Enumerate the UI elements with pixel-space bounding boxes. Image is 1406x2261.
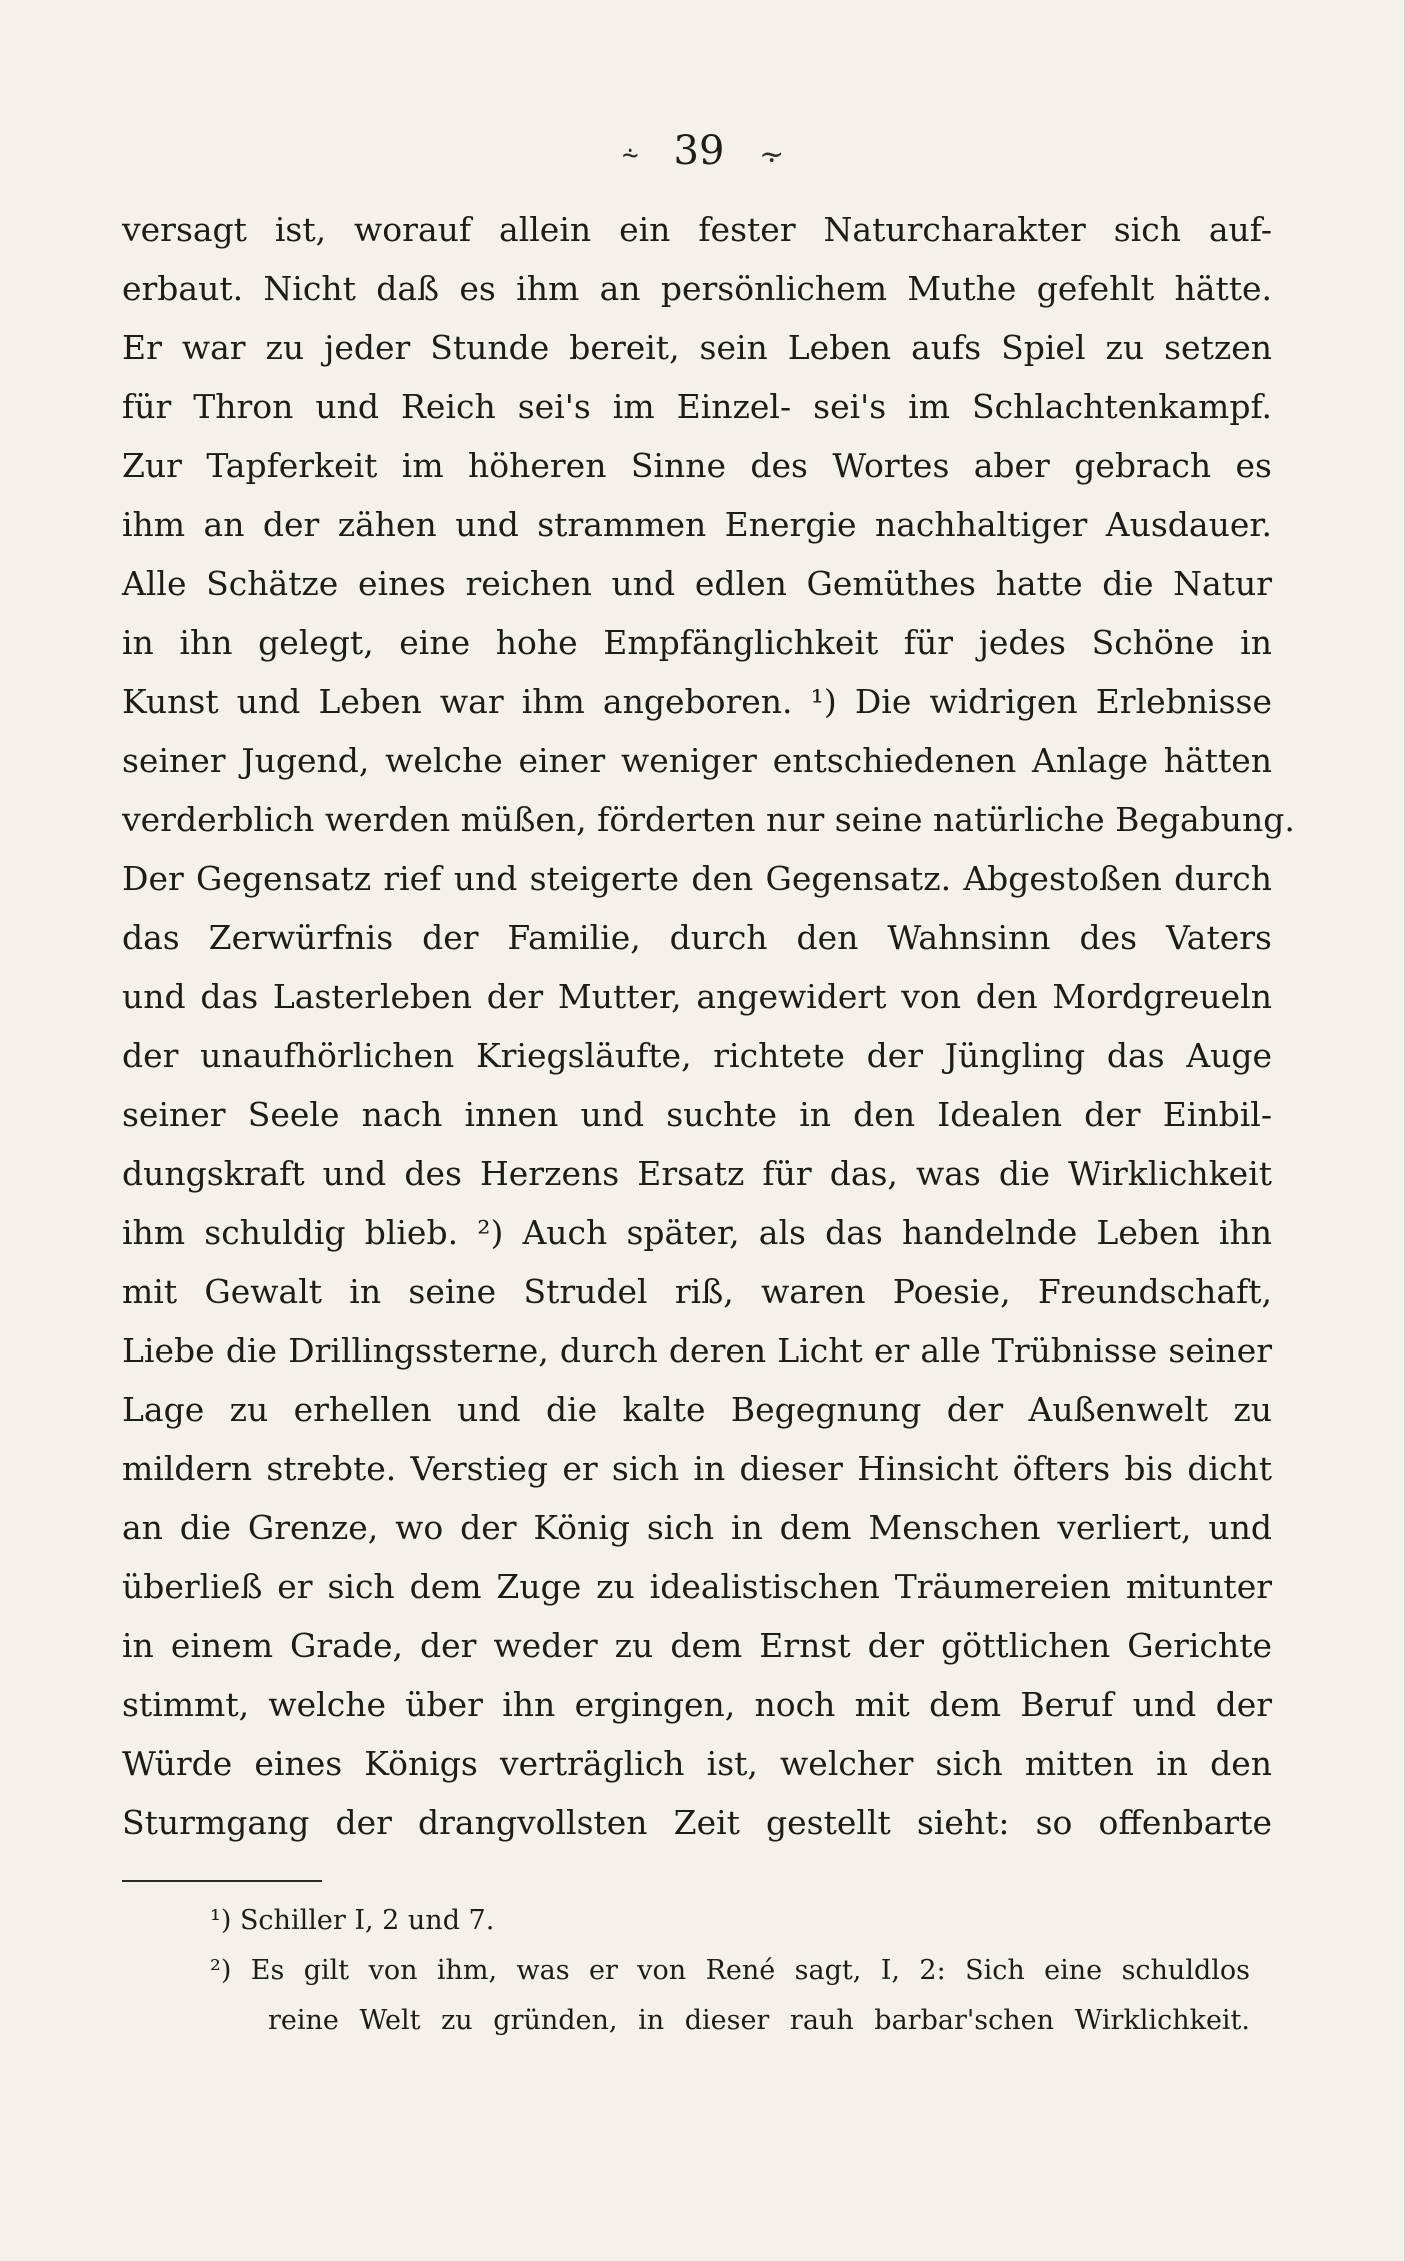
text-line: seiner Jugend, welche einer weniger entschiedenen Anlage hätten [122,741,1272,780]
footnote-2: ²) Es gilt von ihm, was er von René sagt, I, 2: Sich eine schuldlos [210,1955,1250,1986]
text-line: dungskraft und des Herzens Ersatz für das, was die Wirklichkeit [122,1154,1272,1193]
text-line: und das Lasterleben der Mutter, angewidert von den Mordgreueln [122,977,1272,1016]
ornament-right-icon: ⸟ [759,136,785,172]
page-number: 39 [673,128,725,174]
text-line: erbaut. Nicht daß es ihm an persönlichem Muthe gefehlt hätte. [122,269,1272,308]
text-line: ihm an der zähen und strammen Energie nachhaltiger Ausdauer. [122,505,1272,544]
text-line: Würde eines Königs verträglich ist, welcher sich mitten in den [122,1744,1272,1783]
text-line: in ihn gelegt, eine hohe Empfänglichkeit für jedes Schöne in [122,623,1272,662]
text-line: Alle Schätze eines reichen und edlen Gemüthes hatte die Natur [122,564,1272,603]
body-text [122,200,1295,1852]
footnote-2-continuation: reine Welt zu gründen, in dieser rauh barbar'schen Wirklichkeit. [268,2005,1250,2036]
text-line: seiner Seele nach innen und suchte in den Idealen der Einbil- [122,1095,1272,1134]
footnote-divider [122,1880,322,1882]
text-line: Er war zu jeder Stunde bereit, sein Leben aufs Spiel zu setzen [122,328,1272,367]
text-line: Liebe die Drillingssterne, durch deren Licht er alle Trübnisse seiner [122,1331,1272,1370]
text-line: Sturmgang der drangvollsten Zeit gestellt sieht: so offenbarte [122,1803,1272,1842]
footnote-1: ¹) Schiller I, 2 und 7. [210,1905,495,1936]
text-line: überließ er sich dem Zuge zu idealistischen Träumereien mitunter [122,1567,1272,1606]
text-line: Der Gegensatz rief und steigerte den Gegensatz. Abgestoßen durch [122,859,1272,898]
text-line: Lage zu erhellen und die kalte Begegnung der Außenwelt zu [122,1390,1272,1429]
text-line: verderblich werden müßen, förderten nur seine natürliche Begabung. [122,800,1295,839]
text-line: Kunst und Leben war ihm angeboren. ¹) Die widrigen Erlebnisse [122,682,1272,721]
text-line: das Zerwürfnis der Familie, durch den Wahnsinn des Vaters [122,918,1272,957]
text-line: mit Gewalt in seine Strudel riß, waren Poesie, Freundschaft, [122,1272,1272,1311]
footnotes [210,1896,1250,2046]
text-line: der unaufhörlichen Kriegsläufte, richtete der Jüngling das Auge [122,1036,1272,1075]
text-line: an die Grenze, wo der König sich in dem Menschen verliert, und [122,1508,1272,1547]
text-line: in einem Grade, der weder zu dem Ernst der göttlichen Gerichte [122,1626,1272,1665]
text-line: für Thron und Reich sei's im Einzel- sei's im Schlachtenkampf. [122,387,1272,426]
ornament-left-icon: ⸞ [621,138,639,174]
text-line: mildern strebte. Verstieg er sich in dieser Hinsicht öfters bis dicht [122,1449,1272,1488]
text-line: versagt ist, worauf allein ein fester Naturcharakter sich auf- [122,210,1272,249]
text-line: ihm schuldig blieb. ²) Auch später, als das handelnde Leben ihn [122,1213,1272,1252]
page-header [0,128,1406,175]
text-line: stimmt, welche über ihn ergingen, noch mit dem Beruf und der [122,1685,1272,1724]
text-line: Zur Tapferkeit im höheren Sinne des Wortes aber gebrach es [122,446,1272,485]
